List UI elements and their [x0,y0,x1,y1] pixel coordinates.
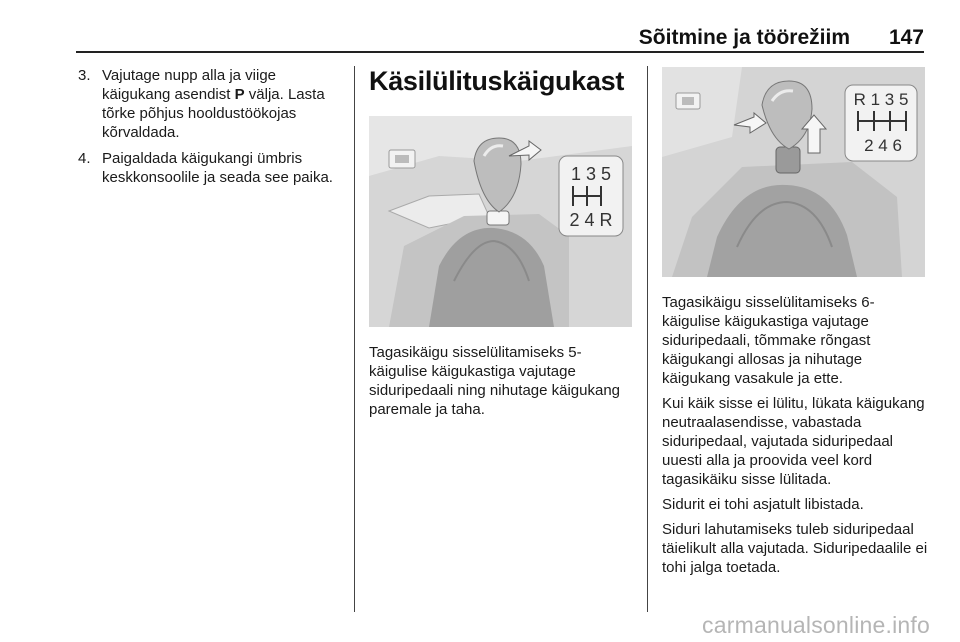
step-text: Paigaldada käigukangi ümbris keskkonsoolile ja seada see paika. [102,150,333,186]
step-text: Vajutage nupp alla ja viige käigukang asendist P välja. Lasta tõrke põhjus hooldustöökojas kõrvaldada. [102,67,325,141]
gearshift-5-speed-illustration [369,116,632,327]
shift-pattern-top: 1 3 5 [570,164,612,184]
right-column [662,293,928,583]
header-rule [76,51,924,53]
watermark: carmanualsonline.info [702,612,930,638]
chapter-title: Sõitmine ja töörežiim [638,26,850,49]
paragraph-clutch-pedal: Siduri lahutamiseks tuleb siduripedaal täielikult alla vajutada. Siduripedaalile ei tohi jalga toetada. [662,521,928,576]
shift-pattern-bottom: 2 4 R [569,210,613,230]
column-divider [647,66,648,612]
page-header [76,22,924,52]
step-number: 3. [78,67,91,84]
column-divider [354,66,355,612]
gearshift-6-speed-illustration [662,67,925,277]
section-title: Käsilülituskäigukast [369,66,625,96]
left-column [78,66,344,194]
step-4 [78,149,344,187]
gear-position-p: P [234,86,245,103]
paragraph-clutch-slip: Sidurit ei tohi asjatult libistada. [662,496,864,513]
step-3 [78,66,344,142]
caption-5-speed: Tagasikäigu sisselülitamiseks 5-käigulise käigukastiga vajutage siduripedaali ning nihutage käigukang paremale ja taha. [369,344,621,418]
page-number: 147 [888,26,924,49]
paragraph-6-speed-reverse: Tagasikäigu sisselülitamiseks 6-käigulise käigukastiga vajutage siduripedaali, tõmmake rõngast käigukangi allosas ja nihutage käigukang vasakule ja ette. [662,294,875,387]
shift-pattern-bottom: 2 4 6 [864,136,902,155]
step-number: 4. [78,150,91,167]
shift-pattern-top: R 1 3 5 [853,90,909,109]
paragraph-gear-not-engaging: Kui käik sisse ei lülitu, lükata käigukang neutraalasendisse, vabastada siduripedaal, vajutada siduripedaal uuesti alla ja proovida veel kord tagasikäiku sisse lülitada. [662,395,925,488]
